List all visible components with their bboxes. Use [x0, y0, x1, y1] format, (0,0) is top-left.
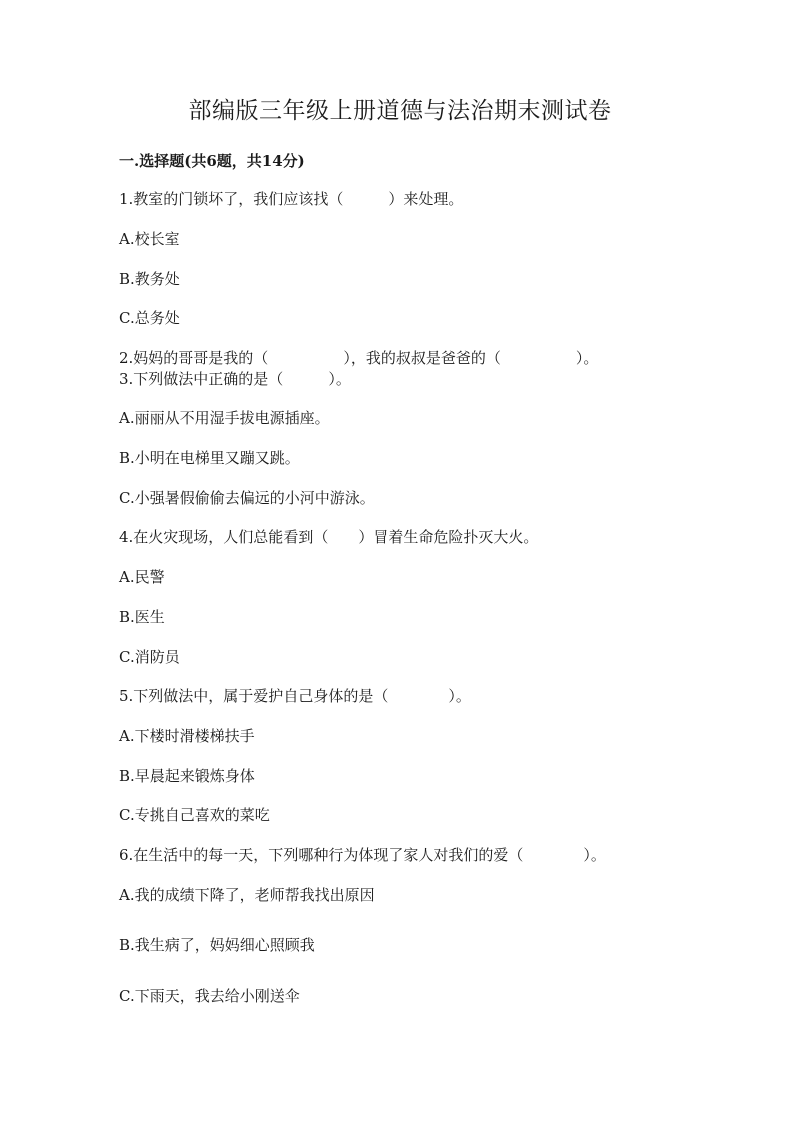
option-5c: C.专挑自己喜欢的菜吃 [119, 806, 270, 824]
option-1c: C.总务处 [119, 309, 180, 327]
option-3c: C.小强暑假偷偷去偏远的小河中游泳。 [119, 489, 375, 507]
option-4c: C.消防员 [119, 648, 180, 666]
question-5: 5.下列做法中，属于爱护自己身体的是（ ）。 [119, 687, 471, 705]
question-2: 2.妈妈的哥哥是我的（ ），我的叔叔是爸爸的（ ）。 [119, 349, 599, 367]
option-3b: B.小明在电梯里又蹦又跳。 [119, 449, 300, 467]
option-1b: B.教务处 [119, 270, 180, 288]
question-6: 6.在生活中的每一天，下列哪种行为体现了家人对我们的爱（ ）。 [119, 846, 606, 864]
option-6c: C.下雨天，我去给小刚送伞 [119, 987, 300, 1005]
section-heading: 一.选择题(共6题，共14分) [119, 152, 305, 170]
exam-title: 部编版三年级上册道德与法治期末测试卷 [188, 98, 612, 124]
option-6a: A.我的成绩下降了，老师帮我找出原因 [119, 886, 375, 904]
option-5b: B.早晨起来锻炼身体 [119, 767, 255, 785]
option-5a: A.下楼时滑楼梯扶手 [119, 727, 255, 745]
option-3a: A.丽丽从不用湿手拔电源插座。 [119, 409, 330, 427]
option-1a: A.校长室 [119, 230, 180, 248]
option-4b: B.医生 [119, 608, 165, 626]
question-1: 1.教室的门锁坏了，我们应该找（ ）来处理。 [119, 190, 464, 208]
option-6b: B.我生病了，妈妈细心照顾我 [119, 936, 315, 954]
question-4: 4.在火灾现场，人们总能看到（ ）冒着生命危险扑灭大火。 [119, 528, 539, 546]
question-3: 3.下列做法中正确的是（ ）。 [119, 370, 351, 388]
option-4a: A.民警 [119, 568, 165, 586]
